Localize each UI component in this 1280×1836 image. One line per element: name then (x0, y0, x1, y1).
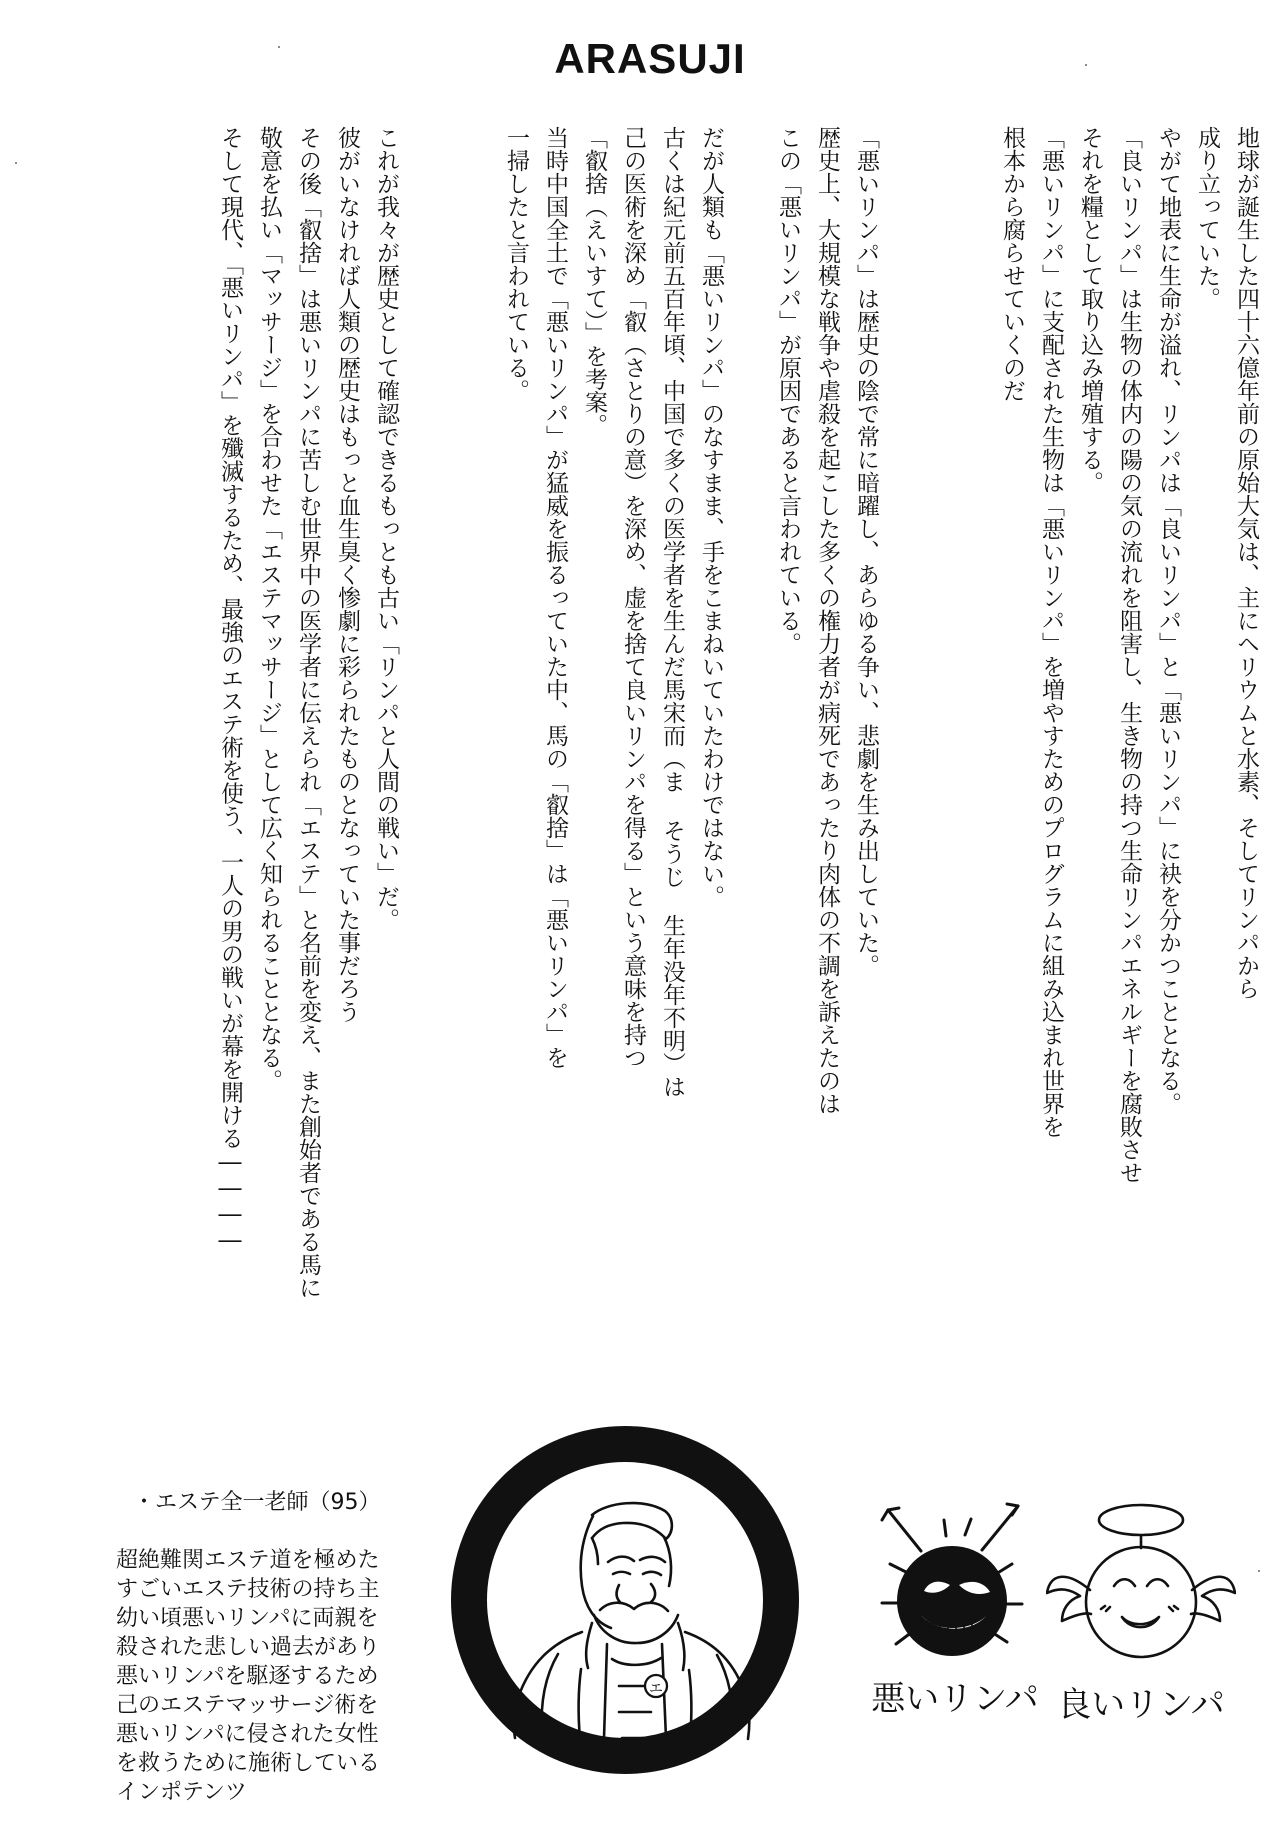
bad-lymph-illustration (860, 1478, 1050, 1678)
page-speck (278, 46, 280, 48)
badge-mark: エ (649, 1681, 663, 1697)
page-speck (15, 162, 17, 164)
story-block-ancient-medicine: だが人類も「悪いリンパ」のなすまま、手をこまねいていたわけではない。 古くは紀元前五百年頃、中国で多くの医学者を生んだ馬宋而（ま そうじ 生年没年不明）は 己の医術を深め「叡（さとりの意）を深め、虚を捨て良いリンパを得る」という意味を持つ 「叡捨（えいすて）」を考案。 当時中国全土で「悪いリンパ」が猛威を振るっていた中、馬の「叡捨」は「悪いリンパ」を 一掃したと言われている。 (503, 126, 724, 1098)
bad-lymph-label: 悪いリンパ (871, 1679, 1039, 1719)
character-caption (116, 1459, 431, 1836)
bad-lymph-character (860, 1478, 1050, 1743)
good-lymph-illustration (1046, 1478, 1236, 1678)
story-block-origin: 地球が誕生した四十六億年前の原始大気は、主にヘリウムと水素、そしてリンパから 成り立っていた。 やがて地表に生命が溢れ、リンパは「良いリンパ」と「悪いリンパ」に袂を分かつこととなる。 「良いリンパ」は生物の体内の陽の気の流れを阻害し、生き物の持つ生命リンパエネルギーを腐敗させ それを糧として取り込み増殖する。 「悪いリンパ」に支配された生物は「悪いリンパ」を増やすためのプログラムに組み込まれ世界を 根本から腐らせていくのだ (999, 126, 1259, 1184)
story-block-history: 「悪いリンパ」は歴史の陰で常に暗躍し、あらゆる争い、悲劇を生み出していた。 歴史上、大規模な戦争や虐殺を起こした多くの権力者が病死であったり肉体の不調を訴えたのは この「悪いリンパ」が原因であると言われている。 (775, 126, 879, 1115)
caption-title: ・エステ全一老師（95） (133, 1490, 381, 1515)
page-speck (1258, 1570, 1260, 1572)
good-lymph-label: 良いリンパ (1057, 1685, 1225, 1725)
caption-body: 超絶難関エステ道を極めた すごいエステ技術の持ち主 幼い頃悪いリンパに両親を 殺された悲しい過去があり 悪いリンパを駆逐するため 己のエステマッサージ術を 悪いリンパに侵された女性 を救うために施術している インポテンツ (116, 1548, 381, 1805)
page-title: ARASUJI (554, 35, 746, 82)
story-block-modern-era: これが我々が歴史として確認できるもっとも古い「リンパと人間の戦い」だ。 彼がいなければ人類の歴史はもっと血生臭く惨劇に彩られたものとなっていた事だろう その後「叡捨」は悪いリンパに苦しむ世界中の医学者に伝えられ「エステ」と名前を変え、また創始者である馬に 敬意を払い「マッサージ」を合わせた「エステマッサージ」として広く知られることとなる。 そして現代、「悪いリンパ」を殲滅するため、最強のエステ術を使う、一人の男の戦いが幕を開ける―――― (217, 126, 399, 1299)
master-portrait (437, 1418, 837, 1784)
page-speck (1085, 64, 1087, 66)
good-lymph-character (1046, 1478, 1236, 1743)
